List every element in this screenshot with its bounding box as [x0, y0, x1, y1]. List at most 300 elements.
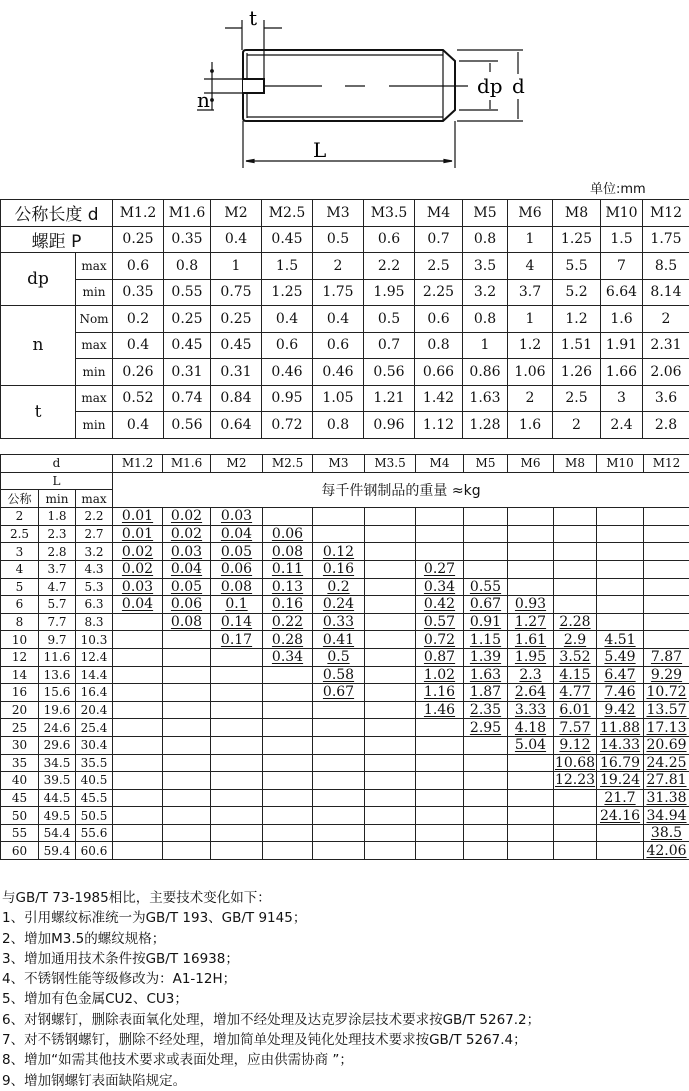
- weight-size-header-cell: M12: [644, 455, 689, 473]
- weight-cell: [211, 701, 263, 719]
- weight-cell: 0.67: [313, 684, 365, 702]
- weight-size-header-cell: M2.5: [263, 455, 313, 473]
- weight-cell: [365, 613, 416, 631]
- weight-row: [1, 842, 689, 860]
- weight-cell: [554, 578, 597, 596]
- spec-value-cell: 1.75: [313, 279, 364, 306]
- length-max: 35.5: [76, 754, 113, 772]
- spec-value-cell: 3.6: [643, 385, 689, 412]
- pitch-cell: 0.6: [364, 226, 415, 253]
- spec-value-cell: 0.52: [113, 385, 164, 412]
- d-label: d: [1, 455, 113, 473]
- weight-cell: [464, 560, 508, 578]
- spec-value-cell: 1: [463, 332, 508, 359]
- note-line: 3、增加通用技术条件按GB/T 16938；: [2, 949, 689, 969]
- weight-cell: 0.08: [211, 578, 263, 596]
- weight-cell: [464, 543, 508, 561]
- weight-row: [1, 754, 689, 772]
- spec-value-cell: 0.31: [211, 359, 262, 386]
- spec-value-cell: 3.7: [508, 279, 553, 306]
- spec-row-n-max: [1, 332, 689, 359]
- spec-value-cell: 1: [508, 306, 553, 333]
- weight-cell: [211, 807, 263, 825]
- weight-cell: 16.79: [597, 754, 644, 772]
- spec-value-cell: 0.26: [113, 359, 164, 386]
- weight-cell: 4.77: [554, 684, 597, 702]
- weight-size-header-cell: M8: [554, 455, 597, 473]
- weight-row: [1, 824, 689, 842]
- weight-cell: 0.67: [464, 596, 508, 614]
- weight-cell: [644, 631, 689, 649]
- length-min: 24.6: [39, 719, 76, 737]
- weight-size-header-cell: M10: [597, 455, 644, 473]
- spec-value-cell: 0.4: [113, 412, 164, 439]
- weight-cell: [113, 754, 163, 772]
- size-header-cell: M2.5: [262, 200, 313, 227]
- weight-cell: [263, 736, 313, 754]
- size-header-cell: M2: [211, 200, 262, 227]
- spec-value-cell: 0.8: [313, 412, 364, 439]
- weight-cell: 0.1: [211, 596, 263, 614]
- weight-cell: 0.93: [508, 596, 554, 614]
- weight-cell: [263, 772, 313, 790]
- length-nominal: 35: [1, 754, 39, 772]
- spec-value-cell: 2: [313, 253, 364, 280]
- weight-row: [1, 789, 689, 807]
- weight-cell: [597, 508, 644, 526]
- min-label: min: [39, 490, 76, 508]
- weight-cell: [644, 613, 689, 631]
- weight-cell: [211, 789, 263, 807]
- spec-value-cell: 0.86: [463, 359, 508, 386]
- weight-cell: 1.46: [416, 701, 464, 719]
- length-nominal: 2.5: [1, 525, 39, 543]
- weight-cell: [113, 736, 163, 754]
- spec-row-dp-min: [1, 279, 689, 306]
- weight-cell: [508, 578, 554, 596]
- weight-cell: 0.34: [416, 578, 464, 596]
- weight-cell: 1.15: [464, 631, 508, 649]
- weight-cell: [263, 807, 313, 825]
- weight-cell: [263, 666, 313, 684]
- weight-cell: [163, 719, 211, 737]
- spec-value-cell: 1.95: [364, 279, 415, 306]
- weight-cell: 0.33: [313, 613, 365, 631]
- weight-cell: [113, 613, 163, 631]
- weight-cell: [644, 525, 689, 543]
- weight-cell: 9.12: [554, 736, 597, 754]
- spec-row-t-max: [1, 385, 689, 412]
- weight-cell: 2.9: [554, 631, 597, 649]
- weight-cell: [163, 824, 211, 842]
- weight-cell: [211, 824, 263, 842]
- length-max: 10.3: [76, 631, 113, 649]
- weight-cell: 0.22: [263, 613, 313, 631]
- weight-cell: 7.57: [554, 719, 597, 737]
- spec-value-cell: 0.56: [164, 412, 211, 439]
- length-nominal: 25: [1, 719, 39, 737]
- spec-value-cell: 0.45: [211, 332, 262, 359]
- weight-cell: [416, 789, 464, 807]
- weight-size-header-cell: M1.2: [113, 455, 163, 473]
- spec-row-n-nom: [1, 306, 689, 333]
- weight-cell: 1.95: [508, 648, 554, 666]
- weight-cell: [163, 666, 211, 684]
- spec-value-cell: 0.6: [313, 332, 364, 359]
- weight-cell: [365, 543, 416, 561]
- weight-cell: 0.16: [313, 560, 365, 578]
- weight-cell: [113, 701, 163, 719]
- weight-cell: [263, 701, 313, 719]
- weight-cell: [163, 807, 211, 825]
- length-nominal: 12: [1, 648, 39, 666]
- spec-value-cell: 1.91: [601, 332, 643, 359]
- weight-cell: [365, 578, 416, 596]
- weight-row: [1, 508, 689, 526]
- weight-cell: [416, 824, 464, 842]
- spec-value-cell: 0.7: [364, 332, 415, 359]
- weight-cell: [113, 684, 163, 702]
- spec-value-cell: 0.25: [164, 306, 211, 333]
- spec-value-cell: 1.66: [601, 359, 643, 386]
- weight-cell: 0.87: [416, 648, 464, 666]
- spec-value-cell: 0.55: [164, 279, 211, 306]
- length-nominal: 2: [1, 508, 39, 526]
- weight-cell: 2.95: [464, 719, 508, 737]
- length-nominal: 5: [1, 578, 39, 596]
- weight-cell: [313, 719, 365, 737]
- size-header-cell: M12: [643, 200, 689, 227]
- max-label: max: [76, 490, 113, 508]
- weight-cell: 0.2: [313, 578, 365, 596]
- weight-row: [1, 807, 689, 825]
- weight-cell: [365, 666, 416, 684]
- weight-cell: 0.42: [416, 596, 464, 614]
- weight-cell: 9.42: [597, 701, 644, 719]
- weight-cell: 0.06: [211, 560, 263, 578]
- weight-cell: [365, 648, 416, 666]
- spec-value-cell: 0.95: [262, 385, 313, 412]
- weight-cell: [163, 684, 211, 702]
- weight-cell: [313, 525, 365, 543]
- weight-cell: [464, 842, 508, 860]
- spec-value-cell: 3.2: [463, 279, 508, 306]
- weight-cell: 0.28: [263, 631, 313, 649]
- weight-cell: 1.02: [416, 666, 464, 684]
- weight-cell: [508, 772, 554, 790]
- length-nominal: 40: [1, 772, 39, 790]
- weight-cell: 0.17: [211, 631, 263, 649]
- pitch-cell: 0.5: [313, 226, 364, 253]
- length-nominal: 14: [1, 666, 39, 684]
- weight-cell: 0.03: [163, 543, 211, 561]
- weight-row: [1, 596, 689, 614]
- spec-value-cell: 8.14: [643, 279, 689, 306]
- length-max: 20.4: [76, 701, 113, 719]
- note-line: 与GB/T 73-1985相比，主要技术变化如下：: [2, 888, 689, 908]
- weight-cell: 7.46: [597, 684, 644, 702]
- spec-value-cell: 0.4: [262, 306, 313, 333]
- weight-cell: [508, 525, 554, 543]
- weight-cell: [365, 807, 416, 825]
- weight-cell: [365, 789, 416, 807]
- weight-cell: [263, 842, 313, 860]
- spec-value-cell: 0.72: [262, 412, 313, 439]
- weight-cell: [211, 684, 263, 702]
- weight-cell: [163, 631, 211, 649]
- spec-value-cell: 1.21: [364, 385, 415, 412]
- spec-value-cell: 0.6: [415, 306, 463, 333]
- group-label-n: n: [1, 306, 76, 386]
- length-max: 50.5: [76, 807, 113, 825]
- weight-cell: [313, 772, 365, 790]
- spec-value-cell: 1.06: [508, 359, 553, 386]
- spec-value-cell: 0.66: [415, 359, 463, 386]
- length-min: 5.7: [39, 596, 76, 614]
- weight-row: [1, 736, 689, 754]
- note-line: 1、引用螺纹标准统一为GB/T 193、GB/T 9145；: [2, 908, 689, 928]
- weight-cell: [554, 824, 597, 842]
- length-min: 54.4: [39, 824, 76, 842]
- sub-label: max: [76, 253, 113, 280]
- weight-cell: 1.27: [508, 613, 554, 631]
- weight-cell: 0.01: [113, 508, 163, 526]
- weight-cell: [163, 772, 211, 790]
- length-nominal: 6: [1, 596, 39, 614]
- weight-cell: [464, 754, 508, 772]
- weight-cell: 5.49: [597, 648, 644, 666]
- weight-cell: 0.57: [416, 613, 464, 631]
- weight-cell: [113, 648, 163, 666]
- weight-cell: [508, 842, 554, 860]
- length-min: 2.3: [39, 525, 76, 543]
- pitch-cell: 0.8: [463, 226, 508, 253]
- weight-cell: [554, 508, 597, 526]
- weight-cell: 0.06: [263, 525, 313, 543]
- spec-value-cell: 2.5: [415, 253, 463, 280]
- pitch-cell: 0.25: [113, 226, 164, 253]
- weight-cell: 2.64: [508, 684, 554, 702]
- length-min: 19.6: [39, 701, 76, 719]
- label-L: L: [313, 138, 326, 162]
- pitch-cell: 1.25: [553, 226, 601, 253]
- weight-cell: [365, 560, 416, 578]
- weight-cell: [211, 719, 263, 737]
- length-nominal: 55: [1, 824, 39, 842]
- weight-cell: 9.29: [644, 666, 689, 684]
- length-max: 30.4: [76, 736, 113, 754]
- weight-row: [1, 701, 689, 719]
- weight-cell: [464, 824, 508, 842]
- weight-size-header-cell: M6: [508, 455, 554, 473]
- weight-cell: 5.04: [508, 736, 554, 754]
- weight-cell: [163, 842, 211, 860]
- weight-cell: [508, 807, 554, 825]
- size-header-cell: M8: [553, 200, 601, 227]
- weight-row: [1, 719, 689, 737]
- weight-cell: 0.41: [313, 631, 365, 649]
- weight-row: [1, 648, 689, 666]
- pitch-cell: 0.35: [164, 226, 211, 253]
- note-line: 2、增加M3.5的螺纹规格；: [2, 929, 689, 949]
- length-nominal: 10: [1, 631, 39, 649]
- weight-cell: 6.01: [554, 701, 597, 719]
- spec-value-cell: 8.5: [643, 253, 689, 280]
- weight-cell: [113, 842, 163, 860]
- length-max: 6.3: [76, 596, 113, 614]
- length-min: 34.5: [39, 754, 76, 772]
- note-line: 6、对钢螺钉，删除表面氧化处理，增加不经处理及达克罗涂层技术要求按GB/T 5267.2；: [2, 1010, 689, 1030]
- length-min: 1.8: [39, 508, 76, 526]
- weight-cell: 3.33: [508, 701, 554, 719]
- sub-label: max: [76, 332, 113, 359]
- spec-value-cell: 0.2: [113, 306, 164, 333]
- weight-cell: [211, 772, 263, 790]
- length-min: 13.6: [39, 666, 76, 684]
- length-nominal: 60: [1, 842, 39, 860]
- spec-value-cell: 0.31: [164, 359, 211, 386]
- weight-cell: [416, 842, 464, 860]
- weight-cell: [416, 772, 464, 790]
- note-line: 8、增加“如需其他技术要求或表面处理，应由供需协商 ”；: [2, 1050, 689, 1070]
- weight-cell: [313, 508, 365, 526]
- weight-cell: [163, 736, 211, 754]
- weight-cell: 1.61: [508, 631, 554, 649]
- weight-cell: 2.28: [554, 613, 597, 631]
- label-dp: dp: [477, 74, 503, 98]
- size-header-cell: M3: [313, 200, 364, 227]
- weight-cell: 0.5: [313, 648, 365, 666]
- L-label: L: [1, 472, 113, 490]
- nominal-label: 公称: [1, 490, 39, 508]
- weight-row: [1, 578, 689, 596]
- weight-cell: [365, 525, 416, 543]
- spec-value-cell: 2: [643, 306, 689, 333]
- weight-cell: [416, 525, 464, 543]
- spec-value-cell: 1.5: [262, 253, 313, 280]
- weight-cell: 0.14: [211, 613, 263, 631]
- spec-value-cell: 0.8: [415, 332, 463, 359]
- length-max: 14.4: [76, 666, 113, 684]
- weight-cell: 2.35: [464, 701, 508, 719]
- weight-cell: [365, 508, 416, 526]
- weight-cell: 0.91: [464, 613, 508, 631]
- weight-cell: 0.58: [313, 666, 365, 684]
- weight-cell: [464, 789, 508, 807]
- weight-cell: [263, 719, 313, 737]
- weight-cell: 1.16: [416, 684, 464, 702]
- weight-cell: [263, 508, 313, 526]
- weight-cell: [508, 754, 554, 772]
- spec-value-cell: 1.63: [463, 385, 508, 412]
- spec-value-cell: 0.8: [164, 253, 211, 280]
- weight-cell: 0.08: [163, 613, 211, 631]
- size-header-cell: M1.2: [113, 200, 164, 227]
- weight-cell: 0.11: [263, 560, 313, 578]
- weight-cell: 17.13: [644, 719, 689, 737]
- weight-cell: 0.04: [211, 525, 263, 543]
- weight-cell: 6.47: [597, 666, 644, 684]
- note-line: 5、增加有色金属CU2、CU3；: [2, 989, 689, 1009]
- weight-cell: 0.02: [113, 543, 163, 561]
- label-n: n: [197, 88, 210, 112]
- spec-value-cell: 0.8: [463, 306, 508, 333]
- weight-cell: 0.06: [163, 596, 211, 614]
- weight-cell: 0.02: [113, 560, 163, 578]
- spec-value-cell: 2.25: [415, 279, 463, 306]
- spec-row-dp-max: [1, 253, 689, 280]
- weight-cell: [163, 789, 211, 807]
- length-max: 2.2: [76, 508, 113, 526]
- weight-cell: [113, 789, 163, 807]
- weight-cell: 19.24: [597, 772, 644, 790]
- weight-cell: [163, 754, 211, 772]
- length-min: 29.6: [39, 736, 76, 754]
- weight-cell: [464, 807, 508, 825]
- weight-cell: 1.87: [464, 684, 508, 702]
- spec-value-cell: 0.84: [211, 385, 262, 412]
- length-max: 45.5: [76, 789, 113, 807]
- spec-value-cell: 4: [508, 253, 553, 280]
- group-label-t: t: [1, 385, 76, 438]
- spec-value-cell: 0.4: [313, 306, 364, 333]
- spec-value-cell: 0.5: [364, 306, 415, 333]
- length-nominal: 3: [1, 543, 39, 561]
- length-max: 2.7: [76, 525, 113, 543]
- weight-cell: 38.5: [644, 824, 689, 842]
- spec-value-cell: 3.5: [463, 253, 508, 280]
- weight-cell: [597, 578, 644, 596]
- weight-size-header-cell: M1.6: [163, 455, 211, 473]
- weight-cell: 27.81: [644, 772, 689, 790]
- length-max: 4.3: [76, 560, 113, 578]
- weight-cell: [416, 508, 464, 526]
- weight-cell: 0.55: [464, 578, 508, 596]
- weight-cell: 14.33: [597, 736, 644, 754]
- sub-label: min: [76, 279, 113, 306]
- weight-caption: 每千件钢制品的重量 ≈kg: [113, 472, 689, 508]
- weight-cell: [211, 666, 263, 684]
- spec-value-cell: 1.2: [553, 306, 601, 333]
- sub-label: Nom: [76, 306, 113, 333]
- length-min: 4.7: [39, 578, 76, 596]
- length-min: 44.5: [39, 789, 76, 807]
- weight-cell: 0.05: [163, 578, 211, 596]
- spec-row-t-min: [1, 412, 689, 439]
- spec-value-cell: 5.2: [553, 279, 601, 306]
- weight-cell: 12.23: [554, 772, 597, 790]
- sub-label: min: [76, 412, 113, 439]
- weight-cell: [464, 508, 508, 526]
- weight-cell: 0.34: [263, 648, 313, 666]
- spec-value-cell: 6.64: [601, 279, 643, 306]
- weight-cell: [365, 596, 416, 614]
- note-line: 7、对不锈钢螺钉，删除不经处理，增加简单处理及钝化处理技术要求按GB/T 5267.4；: [2, 1030, 689, 1050]
- weight-cell: [113, 666, 163, 684]
- size-header-cell: M3.5: [364, 200, 415, 227]
- weight-cell: [597, 560, 644, 578]
- weight-cell: [163, 701, 211, 719]
- weight-cell: 0.72: [416, 631, 464, 649]
- weight-cell: [263, 684, 313, 702]
- size-header-cell: M4: [415, 200, 463, 227]
- set-screw-drawing: [0, 0, 689, 172]
- spec-value-cell: 2.2: [364, 253, 415, 280]
- spec-value-cell: 3: [601, 385, 643, 412]
- weight-cell: [508, 824, 554, 842]
- weight-size-header-cell: M4: [416, 455, 464, 473]
- weight-cell: [416, 754, 464, 772]
